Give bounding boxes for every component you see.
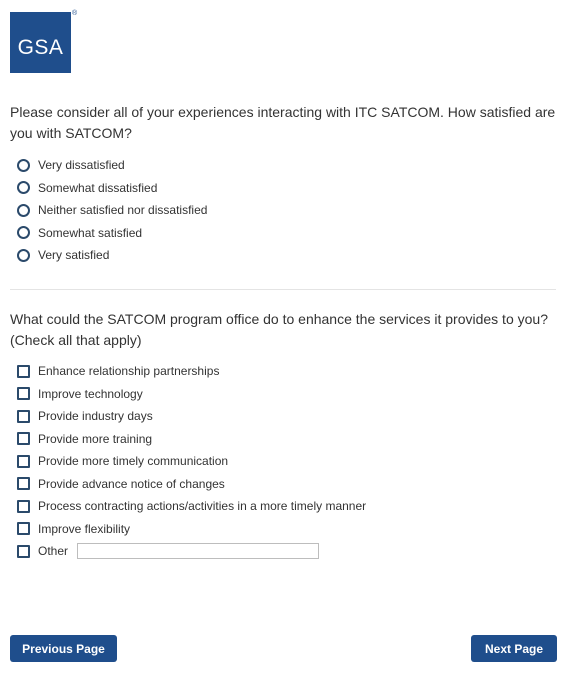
question-enhancements: What could the SATCOM program office do to enhance the services it provides to you? (Check all that apply): [10, 311, 548, 348]
checkbox[interactable]: [17, 387, 30, 400]
radio-label: Very dissatisfied: [38, 158, 125, 173]
checkbox-option-other[interactable]: [17, 540, 366, 563]
checkbox-label: Provide industry days: [38, 409, 153, 424]
next-page-button[interactable]: Next Page: [471, 635, 557, 662]
checkbox[interactable]: [17, 432, 30, 445]
radio-label: Very satisfied: [38, 248, 110, 263]
checkbox[interactable]: [17, 500, 30, 513]
checkbox-option-relationship[interactable]: [17, 360, 366, 383]
radio-button[interactable]: [17, 204, 30, 217]
radio-label: Somewhat satisfied: [38, 225, 143, 240]
other-text-input[interactable]: [77, 543, 319, 559]
registered-mark: ®: [72, 10, 78, 17]
radio-label: Somewhat dissatisfied: [38, 180, 158, 195]
radio-option-somewhat-satisfied[interactable]: [17, 222, 207, 245]
radio-label: Neither satisfied nor dissatisfied: [38, 203, 208, 218]
checkbox-label: Provide advance notice of changes: [38, 476, 225, 491]
radio-button[interactable]: [17, 181, 30, 194]
radio-option-somewhat-dissatisfied[interactable]: [17, 177, 207, 200]
radio-button[interactable]: [17, 159, 30, 172]
checkbox-label: Improve flexibility: [38, 521, 131, 536]
checkbox[interactable]: [17, 365, 30, 378]
checkbox[interactable]: [17, 410, 30, 423]
radio-button[interactable]: [17, 226, 30, 239]
checkbox-option-communication[interactable]: [17, 450, 366, 473]
checkbox-label: Other: [38, 544, 69, 559]
satisfaction-radio-group: [17, 154, 207, 267]
gsa-logo-text: GSA: [17, 35, 64, 59]
checkbox-label: Provide more timely communication: [38, 454, 229, 469]
radio-button[interactable]: [17, 249, 30, 262]
question-satisfaction: Please consider all of your experiences interacting with ITC SATCOM. How satisfied are you with SATCOM?: [10, 104, 556, 141]
checkbox[interactable]: [17, 455, 30, 468]
checkbox-label: Provide more training: [38, 431, 153, 446]
checkbox-option-training[interactable]: [17, 428, 366, 451]
radio-option-neither[interactable]: [17, 199, 207, 222]
checkbox[interactable]: [17, 545, 30, 558]
checkbox[interactable]: [17, 477, 30, 490]
checkbox-option-advance-notice[interactable]: [17, 473, 366, 496]
radio-option-very-satisfied[interactable]: [17, 244, 207, 267]
section-divider: [10, 289, 556, 290]
enhancements-checkbox-group: [17, 360, 366, 563]
checkbox-option-contracting[interactable]: [17, 495, 366, 518]
checkbox-label: Process contracting actions/activities in a more timely manner: [38, 499, 367, 514]
radio-option-very-dissatisfied[interactable]: [17, 154, 207, 177]
checkbox-option-industry-days[interactable]: [17, 405, 366, 428]
gsa-logo: [10, 12, 71, 73]
checkbox-option-technology[interactable]: [17, 383, 366, 406]
checkbox-label: Improve technology: [38, 386, 143, 401]
previous-page-button[interactable]: Previous Page: [10, 635, 117, 662]
checkbox-option-flexibility[interactable]: [17, 518, 366, 541]
checkbox[interactable]: [17, 522, 30, 535]
checkbox-label: Enhance relationship partnerships: [38, 364, 220, 379]
